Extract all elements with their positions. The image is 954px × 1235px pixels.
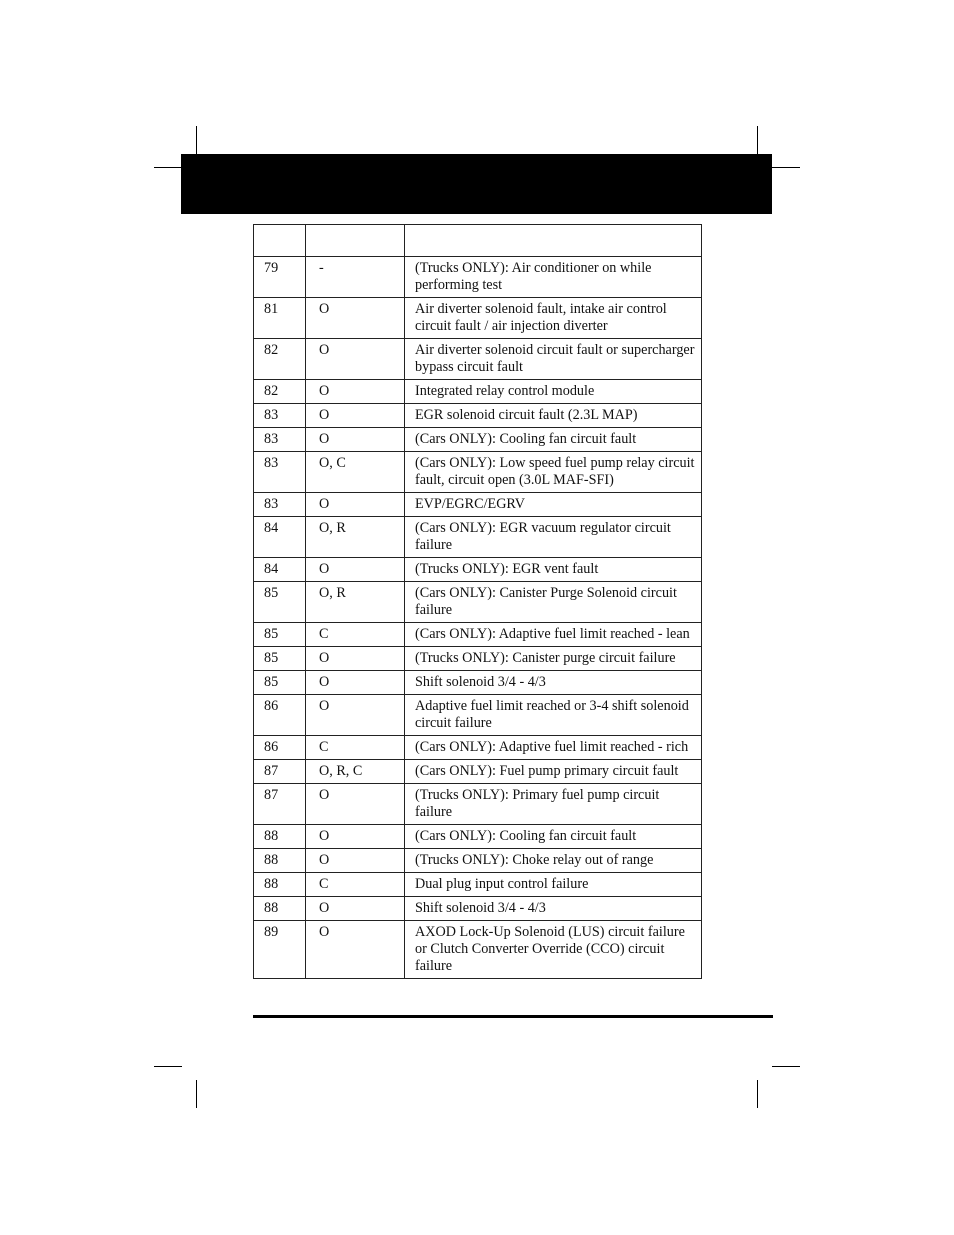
- description-cell: Adaptive fuel limit reached or 3-4 shift solenoid circuit failure: [405, 695, 702, 736]
- header-cell-description: [405, 225, 702, 257]
- type-cell: C: [306, 873, 405, 897]
- table-row: [254, 298, 702, 339]
- table-row: [254, 760, 702, 784]
- description-cell: (Cars ONLY): Fuel pump primary circuit fault: [405, 760, 702, 784]
- table-row: [254, 452, 702, 493]
- code-cell: 83: [254, 428, 306, 452]
- code-cell: 85: [254, 647, 306, 671]
- type-cell: O: [306, 849, 405, 873]
- code-cell: 85: [254, 671, 306, 695]
- table-row: [254, 380, 702, 404]
- table-row: [254, 257, 702, 298]
- description-cell: Shift solenoid 3/4 - 4/3: [405, 897, 702, 921]
- description-cell: (Cars ONLY): Cooling fan circuit fault: [405, 428, 702, 452]
- type-cell: O: [306, 671, 405, 695]
- code-cell: 81: [254, 298, 306, 339]
- code-cell: 88: [254, 825, 306, 849]
- description-cell: (Trucks ONLY): Choke relay out of range: [405, 849, 702, 873]
- crop-mark-bottom-left-vertical: [196, 1080, 197, 1108]
- table-row: [254, 404, 702, 428]
- type-cell: O: [306, 493, 405, 517]
- header-cell-type: [306, 225, 405, 257]
- table-row: [254, 623, 702, 647]
- type-cell: O, R: [306, 517, 405, 558]
- type-cell: O: [306, 695, 405, 736]
- code-cell: 83: [254, 493, 306, 517]
- description-cell: EGR solenoid circuit fault (2.3L MAP): [405, 404, 702, 428]
- type-cell: O: [306, 784, 405, 825]
- crop-mark-top-right-vertical: [757, 126, 758, 154]
- type-cell: O, R: [306, 582, 405, 623]
- description-cell: (Cars ONLY): Cooling fan circuit fault: [405, 825, 702, 849]
- code-cell: 89: [254, 921, 306, 979]
- type-cell: O: [306, 380, 405, 404]
- table-row: [254, 558, 702, 582]
- description-cell: Air diverter solenoid fault, intake air control circuit fault / air injection diverter: [405, 298, 702, 339]
- type-cell: O: [306, 428, 405, 452]
- table-row: [254, 897, 702, 921]
- code-cell: 84: [254, 558, 306, 582]
- description-cell: (Cars ONLY): Adaptive fuel limit reached - rich: [405, 736, 702, 760]
- code-cell: 86: [254, 695, 306, 736]
- type-cell: -: [306, 257, 405, 298]
- type-cell: O, C: [306, 452, 405, 493]
- crop-mark-bottom-right-vertical: [757, 1080, 758, 1108]
- table-body: [254, 257, 702, 979]
- bottom-rule: [253, 1015, 773, 1018]
- description-cell: (Cars ONLY): Low speed fuel pump relay circuit fault, circuit open (3.0L MAF-SFI): [405, 452, 702, 493]
- trouble-code-table: [253, 224, 702, 979]
- table-row: [254, 849, 702, 873]
- code-cell: 87: [254, 760, 306, 784]
- code-cell: 82: [254, 380, 306, 404]
- table-row: [254, 428, 702, 452]
- table-row: [254, 582, 702, 623]
- code-cell: 88: [254, 849, 306, 873]
- description-cell: EVP/EGRC/EGRV: [405, 493, 702, 517]
- description-cell: (Trucks ONLY): Canister purge circuit failure: [405, 647, 702, 671]
- type-cell: O: [306, 921, 405, 979]
- code-cell: 84: [254, 517, 306, 558]
- description-cell: (Trucks ONLY): Air conditioner on while performing test: [405, 257, 702, 298]
- description-cell: (Trucks ONLY): EGR vent fault: [405, 558, 702, 582]
- code-cell: 83: [254, 452, 306, 493]
- type-cell: O: [306, 825, 405, 849]
- description-cell: AXOD Lock-Up Solenoid (LUS) circuit failure or Clutch Converter Override (CCO) circuit failure: [405, 921, 702, 979]
- description-cell: Shift solenoid 3/4 - 4/3: [405, 671, 702, 695]
- type-cell: O: [306, 897, 405, 921]
- code-cell: 87: [254, 784, 306, 825]
- table-header-row: [254, 225, 702, 257]
- type-cell: O: [306, 404, 405, 428]
- table-row: [254, 784, 702, 825]
- description-cell: (Trucks ONLY): Primary fuel pump circuit failure: [405, 784, 702, 825]
- type-cell: C: [306, 623, 405, 647]
- type-cell: C: [306, 736, 405, 760]
- table-row: [254, 647, 702, 671]
- code-cell: 88: [254, 873, 306, 897]
- crop-mark-top-right-horizontal: [772, 167, 800, 168]
- table-row: [254, 695, 702, 736]
- description-cell: (Cars ONLY): Adaptive fuel limit reached - lean: [405, 623, 702, 647]
- type-cell: O: [306, 339, 405, 380]
- page-header-bar: [181, 154, 772, 214]
- code-cell: 85: [254, 582, 306, 623]
- type-cell: O: [306, 647, 405, 671]
- description-cell: Dual plug input control failure: [405, 873, 702, 897]
- table-row: [254, 671, 702, 695]
- description-cell: (Cars ONLY): Canister Purge Solenoid circuit failure: [405, 582, 702, 623]
- code-cell: 83: [254, 404, 306, 428]
- header-cell-code: [254, 225, 306, 257]
- table-row: [254, 921, 702, 979]
- table-row: [254, 736, 702, 760]
- table-row: [254, 825, 702, 849]
- type-cell: O: [306, 298, 405, 339]
- description-cell: Air diverter solenoid circuit fault or supercharger bypass circuit fault: [405, 339, 702, 380]
- code-cell: 86: [254, 736, 306, 760]
- crop-mark-bottom-left-horizontal: [154, 1066, 182, 1067]
- code-cell: 88: [254, 897, 306, 921]
- description-cell: (Cars ONLY): EGR vacuum regulator circuit failure: [405, 517, 702, 558]
- crop-mark-top-left-horizontal: [154, 167, 181, 168]
- code-cell: 79: [254, 257, 306, 298]
- code-cell: 82: [254, 339, 306, 380]
- crop-mark-top-left-vertical: [196, 126, 197, 154]
- code-cell: 85: [254, 623, 306, 647]
- table-row: [254, 517, 702, 558]
- type-cell: O: [306, 558, 405, 582]
- type-cell: O, R, C: [306, 760, 405, 784]
- crop-mark-bottom-right-horizontal: [772, 1066, 800, 1067]
- table-row: [254, 339, 702, 380]
- table-row: [254, 493, 702, 517]
- description-cell: Integrated relay control module: [405, 380, 702, 404]
- table-row: [254, 873, 702, 897]
